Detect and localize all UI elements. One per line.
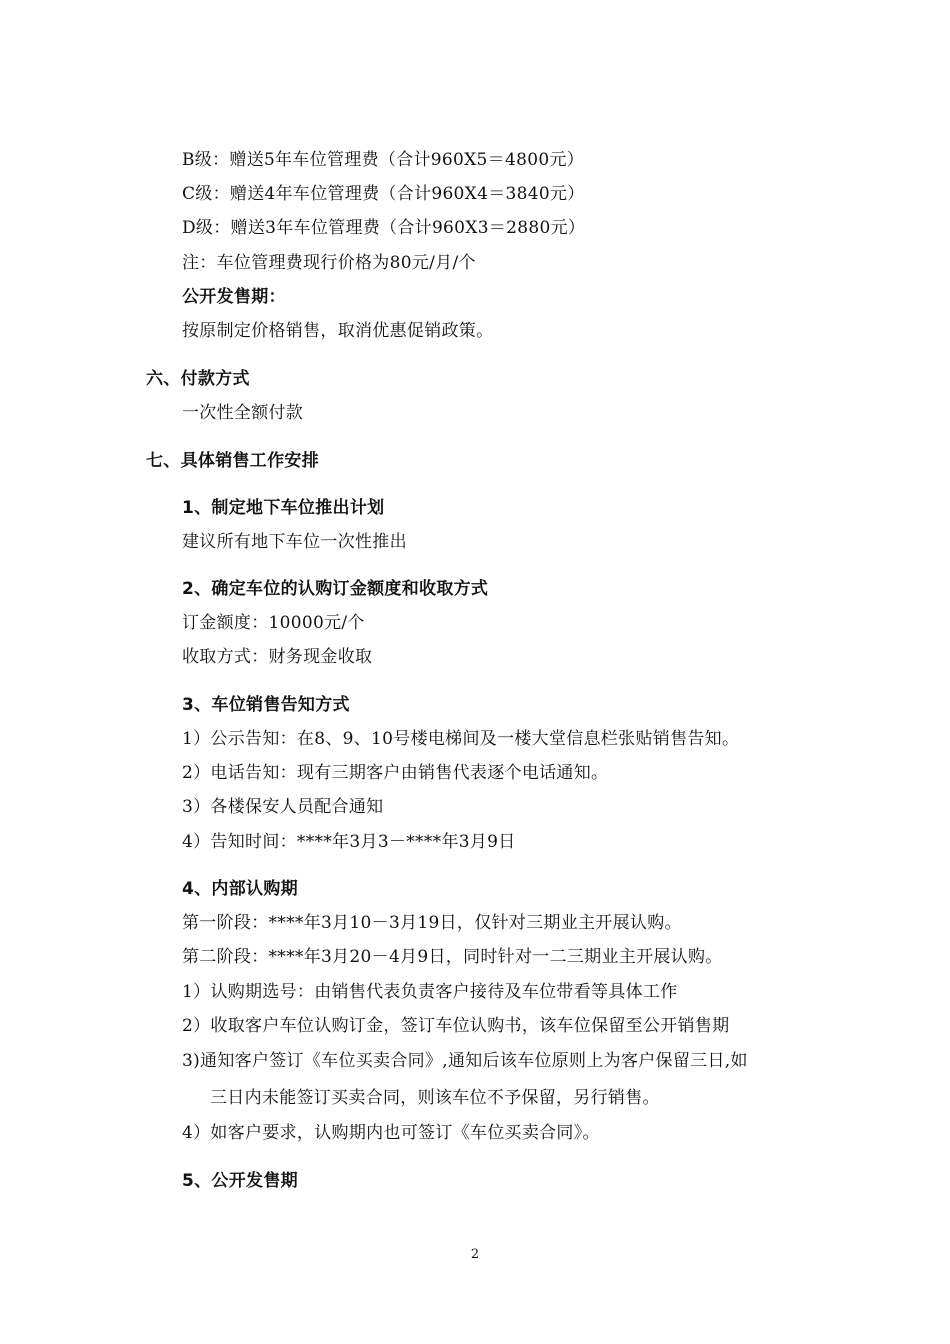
- item-1-heading: 1、制定地下车位推出计划: [182, 498, 385, 518]
- phase-2-line: 第二阶段：****年3月20－4月9日，同时针对一二三期业主开展认购。: [182, 947, 723, 967]
- public-sale-subheading: 公开发售期：: [182, 287, 286, 307]
- payment-text: 一次性全额付款: [182, 403, 304, 423]
- public-sale-text: 按原制定价格销售，取消优惠促销政策。: [182, 321, 494, 341]
- collection-method-line: 收取方式：财务现金收取: [182, 647, 373, 667]
- deposit-amount-line: 订金额度：10000元/个: [182, 613, 365, 633]
- item-4-heading: 4、内部认购期: [182, 879, 298, 899]
- subscription-2-line: 2）收取客户车位认购订金，签订车位认购书，该车位保留至公开销售期: [182, 1016, 730, 1036]
- subscription-1-line: 1）认购期选号：由销售代表负责客户接待及车位带看等具体工作: [182, 982, 678, 1002]
- notice-1-line: 1）公示告知：在8、9、10号楼电梯间及一楼大堂信息栏张贴销售告知。: [182, 729, 740, 749]
- grade-d-line: D级：赠送3年车位管理费（合计960X3＝2880元）: [182, 218, 586, 238]
- page-number: 2: [470, 1247, 480, 1262]
- item-5-heading: 5、公开发售期: [182, 1171, 298, 1191]
- subscription-3-line: 3)通知客户签订《车位买卖合同》,通知后该车位原则上为客户保留三日,如: [182, 1051, 748, 1071]
- subscription-4-line: 4）如客户要求，认购期内也可签订《车位买卖合同》。: [182, 1123, 600, 1143]
- phase-1-line: 第一阶段：****年3月10－3月19日，仅针对三期业主开展认购。: [182, 913, 682, 933]
- item-1-text: 建议所有地下车位一次性推出: [182, 532, 407, 552]
- item-3-heading: 3、车位销售告知方式: [182, 695, 350, 715]
- grade-c-line: C级：赠送4年车位管理费（合计960X4＝3840元）: [182, 184, 585, 204]
- note-line: 注：车位管理费现行价格为80元/月/个: [182, 253, 476, 273]
- section-6-heading: 六、付款方式: [146, 369, 250, 389]
- subscription-3-continuation: 三日内未能签订买卖合同，则该车位不予保留，另行销售。: [210, 1088, 660, 1108]
- notice-4-line: 4）告知时间：****年3月3－****年3月9日: [182, 832, 516, 852]
- item-2-heading: 2、确定车位的认购订金额度和收取方式: [182, 579, 489, 599]
- section-7-heading: 七、具体销售工作安排: [146, 451, 319, 471]
- notice-3-line: 3）各楼保安人员配合通知: [182, 797, 384, 817]
- notice-2-line: 2）电话告知：现有三期客户由销售代表逐个电话通知。: [182, 763, 609, 783]
- grade-b-line: B级：赠送5年车位管理费（合计960X5＝4800元）: [182, 150, 585, 170]
